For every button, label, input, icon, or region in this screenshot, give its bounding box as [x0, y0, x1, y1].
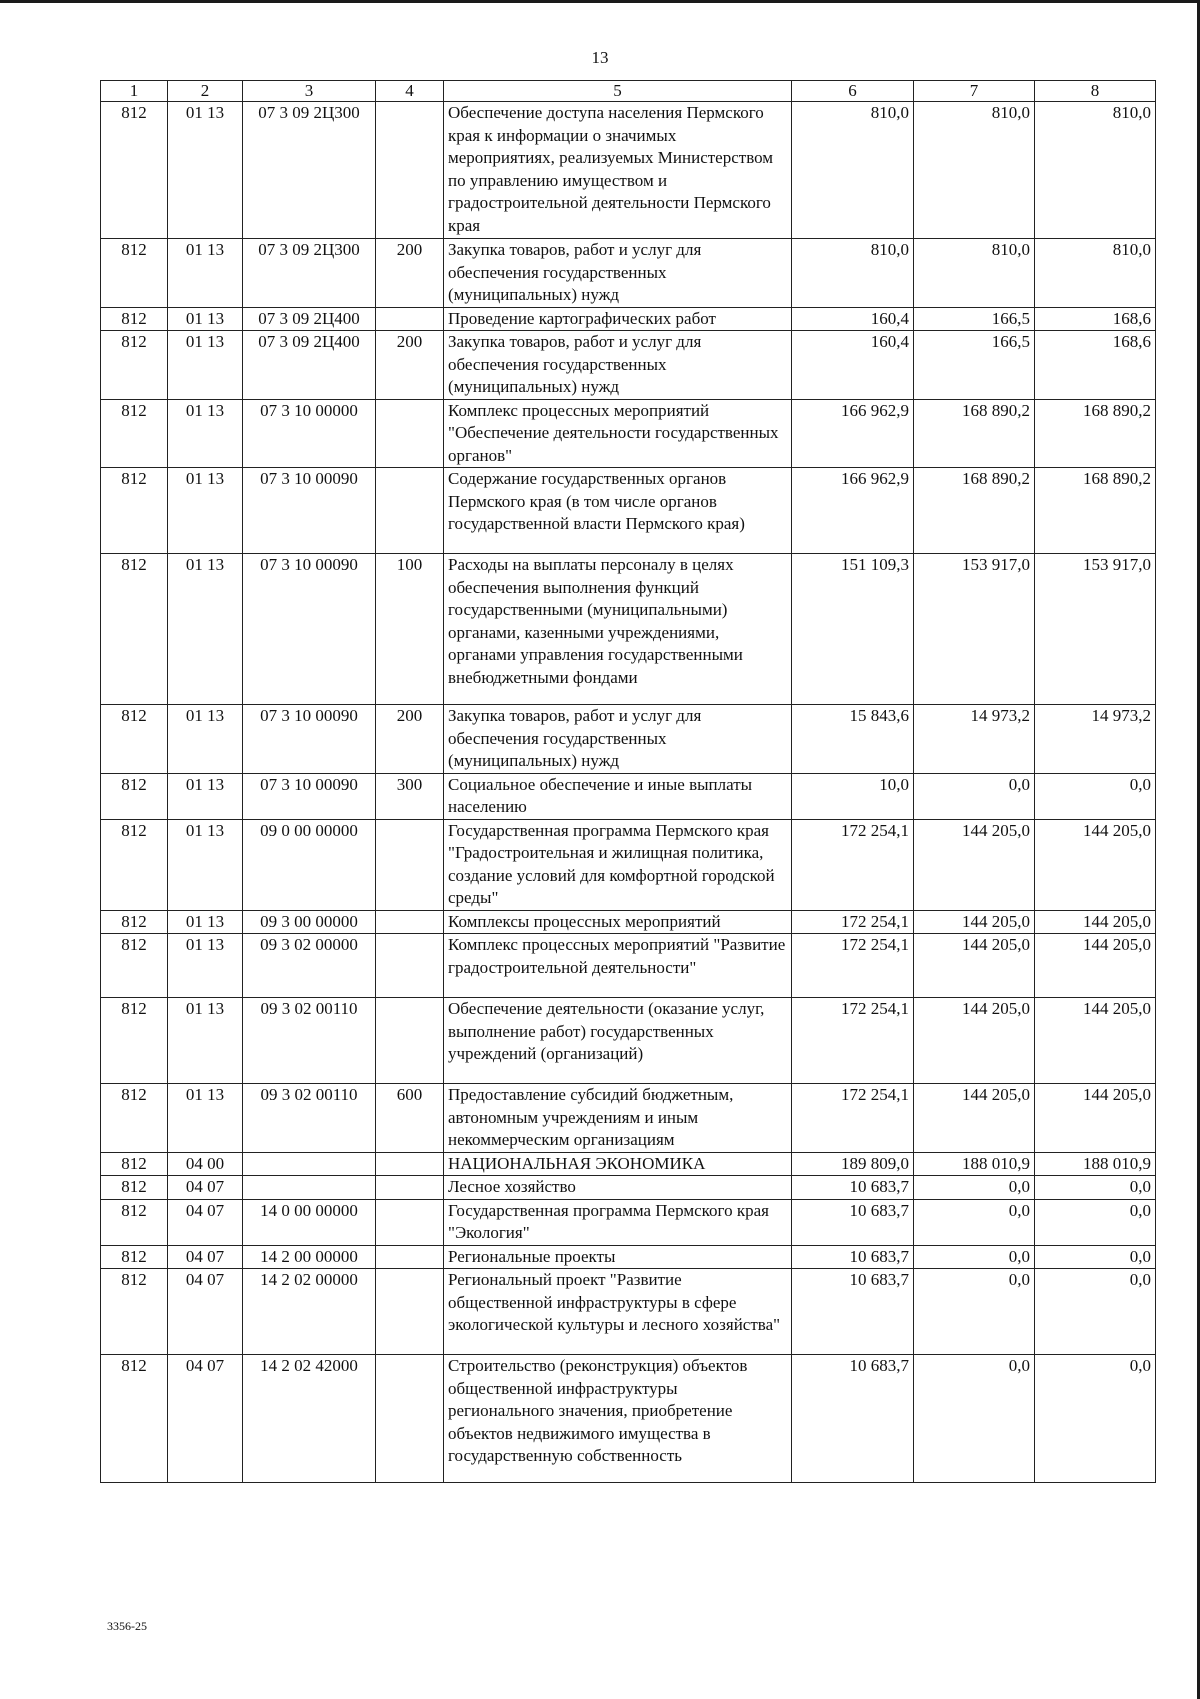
cell-target-article: 09 0 00 00000 — [243, 819, 376, 910]
cell-subsection: 01 13 — [168, 468, 243, 554]
cell-amount-col6: 15 843,6 — [792, 705, 914, 774]
cell-amount-col7: 153 917,0 — [914, 554, 1035, 705]
cell-target-article: 14 2 00 00000 — [243, 1245, 376, 1269]
cell-target-article: 07 3 10 00090 — [243, 468, 376, 554]
cell-amount-col7: 0,0 — [914, 1355, 1035, 1483]
table-row — [101, 1199, 1156, 1245]
table-row — [101, 307, 1156, 331]
cell-target-article: 07 3 09 2Ц300 — [243, 239, 376, 308]
cell-target-article: 14 0 00 00000 — [243, 1199, 376, 1245]
cell-section-code: 812 — [101, 554, 168, 705]
cell-section-code: 812 — [101, 998, 168, 1084]
table-row — [101, 910, 1156, 934]
cell-amount-col7: 188 010,9 — [914, 1152, 1035, 1176]
cell-amount-col6: 810,0 — [792, 239, 914, 308]
cell-amount-col7: 144 205,0 — [914, 1084, 1035, 1153]
cell-amount-col8: 0,0 — [1035, 1269, 1156, 1355]
cell-target-article: 07 3 09 2Ц400 — [243, 331, 376, 400]
cell-expense-type — [376, 1269, 444, 1355]
cell-section-code: 812 — [101, 1152, 168, 1176]
cell-amount-col8: 0,0 — [1035, 1355, 1156, 1483]
cell-amount-col7: 0,0 — [914, 773, 1035, 819]
cell-amount-col6: 10,0 — [792, 773, 914, 819]
cell-amount-col8: 144 205,0 — [1035, 819, 1156, 910]
cell-amount-col8: 168,6 — [1035, 307, 1156, 331]
cell-target-article: 09 3 00 00000 — [243, 910, 376, 934]
cell-expense-type: 600 — [376, 1084, 444, 1153]
cell-section-code: 812 — [101, 399, 168, 468]
header-col-5: 5 — [444, 81, 792, 102]
cell-amount-col7: 144 205,0 — [914, 998, 1035, 1084]
cell-section-code: 812 — [101, 773, 168, 819]
cell-amount-col8: 153 917,0 — [1035, 554, 1156, 705]
cell-expense-type — [376, 1355, 444, 1483]
cell-amount-col6: 10 683,7 — [792, 1199, 914, 1245]
cell-name: Содержание государственных органов Пермского края (в том числе органов государственной власти Пермского края) — [444, 468, 792, 554]
table-body — [101, 102, 1156, 1483]
cell-name: Государственная программа Пермского края "Экология" — [444, 1199, 792, 1245]
cell-section-code: 812 — [101, 910, 168, 934]
cell-amount-col7: 14 973,2 — [914, 705, 1035, 774]
cell-amount-col8: 144 205,0 — [1035, 998, 1156, 1084]
header-col-6: 6 — [792, 81, 914, 102]
cell-name: Комплекс процессных мероприятий "Развитие градостроительной деятельности" — [444, 934, 792, 998]
cell-expense-type: 300 — [376, 773, 444, 819]
cell-name: Проведение картографических работ — [444, 307, 792, 331]
cell-amount-col6: 10 683,7 — [792, 1355, 914, 1483]
cell-amount-col6: 810,0 — [792, 102, 914, 239]
table-row — [101, 934, 1156, 998]
cell-section-code: 812 — [101, 1199, 168, 1245]
cell-subsection: 01 13 — [168, 1084, 243, 1153]
cell-amount-col6: 172 254,1 — [792, 819, 914, 910]
cell-amount-col8: 168 890,2 — [1035, 399, 1156, 468]
cell-name: Закупка товаров, работ и услуг для обеспечения государственных (муниципальных) нужд — [444, 705, 792, 774]
cell-amount-col6: 172 254,1 — [792, 934, 914, 998]
header-row — [101, 81, 1156, 102]
table-row — [101, 705, 1156, 774]
cell-subsection: 04 07 — [168, 1245, 243, 1269]
table-row — [101, 102, 1156, 239]
cell-amount-col8: 14 973,2 — [1035, 705, 1156, 774]
cell-expense-type — [376, 1245, 444, 1269]
cell-amount-col7: 0,0 — [914, 1199, 1035, 1245]
cell-section-code: 812 — [101, 1176, 168, 1200]
cell-name: Лесное хозяйство — [444, 1176, 792, 1200]
cell-amount-col8: 0,0 — [1035, 1245, 1156, 1269]
cell-name: Обеспечение доступа населения Пермского края к информации о значимых мероприятиях, реализуемых Министерством по управлению имуществом и градостроительной деятельности Пермского края — [444, 102, 792, 239]
cell-target-article: 07 3 10 00090 — [243, 773, 376, 819]
cell-expense-type: 200 — [376, 239, 444, 308]
cell-name: Строительство (реконструкция) объектов общественной инфраструктуры регионального значения, приобретение объектов недвижимого имущества в государственную собственность — [444, 1355, 792, 1483]
table-row — [101, 239, 1156, 308]
cell-amount-col8: 0,0 — [1035, 1176, 1156, 1200]
cell-subsection: 01 13 — [168, 998, 243, 1084]
cell-amount-col8: 144 205,0 — [1035, 934, 1156, 998]
cell-expense-type: 200 — [376, 331, 444, 400]
cell-subsection: 01 13 — [168, 554, 243, 705]
cell-subsection: 01 13 — [168, 934, 243, 998]
cell-section-code: 812 — [101, 1355, 168, 1483]
table-row — [101, 399, 1156, 468]
table-row — [101, 998, 1156, 1084]
cell-subsection: 01 13 — [168, 819, 243, 910]
cell-target-article: 07 3 09 2Ц300 — [243, 102, 376, 239]
cell-expense-type — [376, 1199, 444, 1245]
cell-target-article: 07 3 10 00090 — [243, 705, 376, 774]
document-code: 3356-25 — [107, 1619, 147, 1633]
scan-edge-top — [0, 0, 1200, 3]
cell-amount-col8: 0,0 — [1035, 773, 1156, 819]
header-col-2: 2 — [168, 81, 243, 102]
table-row — [101, 1355, 1156, 1483]
cell-section-code: 812 — [101, 1245, 168, 1269]
cell-amount-col6: 10 683,7 — [792, 1269, 914, 1355]
cell-amount-col8: 0,0 — [1035, 1199, 1156, 1245]
cell-amount-col6: 189 809,0 — [792, 1152, 914, 1176]
cell-subsection: 01 13 — [168, 239, 243, 308]
cell-target-article: 14 2 02 42000 — [243, 1355, 376, 1483]
cell-expense-type — [376, 1152, 444, 1176]
cell-section-code: 812 — [101, 1084, 168, 1153]
cell-amount-col6: 172 254,1 — [792, 910, 914, 934]
cell-target-article: 07 3 09 2Ц400 — [243, 307, 376, 331]
cell-name: Комплексы процессных мероприятий — [444, 910, 792, 934]
cell-name: Предоставление субсидий бюджетным, автономным учреждениям и иным некоммерческим организациям — [444, 1084, 792, 1153]
table-row — [101, 1269, 1156, 1355]
cell-amount-col8: 810,0 — [1035, 102, 1156, 239]
cell-target-article — [243, 1176, 376, 1200]
cell-amount-col7: 0,0 — [914, 1245, 1035, 1269]
cell-subsection: 04 07 — [168, 1176, 243, 1200]
cell-section-code: 812 — [101, 468, 168, 554]
cell-amount-col7: 166,5 — [914, 331, 1035, 400]
cell-amount-col8: 168 890,2 — [1035, 468, 1156, 554]
cell-subsection: 01 13 — [168, 399, 243, 468]
cell-target-article: 09 3 02 00110 — [243, 1084, 376, 1153]
cell-name: Региональные проекты — [444, 1245, 792, 1269]
cell-expense-type — [376, 307, 444, 331]
cell-amount-col7: 166,5 — [914, 307, 1035, 331]
cell-amount-col6: 151 109,3 — [792, 554, 914, 705]
cell-subsection: 01 13 — [168, 705, 243, 774]
cell-amount-col6: 160,4 — [792, 307, 914, 331]
header-col-7: 7 — [914, 81, 1035, 102]
cell-subsection: 01 13 — [168, 102, 243, 239]
cell-amount-col7: 144 205,0 — [914, 934, 1035, 998]
cell-amount-col7: 168 890,2 — [914, 399, 1035, 468]
cell-expense-type — [376, 998, 444, 1084]
cell-subsection: 04 07 — [168, 1355, 243, 1483]
cell-amount-col7: 810,0 — [914, 102, 1035, 239]
header-col-1: 1 — [101, 81, 168, 102]
cell-section-code: 812 — [101, 102, 168, 239]
cell-subsection: 04 07 — [168, 1199, 243, 1245]
table-row — [101, 773, 1156, 819]
cell-amount-col8: 168,6 — [1035, 331, 1156, 400]
cell-expense-type: 200 — [376, 705, 444, 774]
cell-section-code: 812 — [101, 1269, 168, 1355]
cell-amount-col6: 160,4 — [792, 331, 914, 400]
header-col-3: 3 — [243, 81, 376, 102]
cell-amount-col7: 144 205,0 — [914, 910, 1035, 934]
cell-section-code: 812 — [101, 239, 168, 308]
table-row — [101, 331, 1156, 400]
cell-subsection: 01 13 — [168, 773, 243, 819]
cell-target-article: 09 3 02 00110 — [243, 998, 376, 1084]
cell-amount-col6: 172 254,1 — [792, 998, 914, 1084]
cell-amount-col6: 10 683,7 — [792, 1176, 914, 1200]
cell-subsection: 01 13 — [168, 307, 243, 331]
cell-amount-col6: 10 683,7 — [792, 1245, 914, 1269]
cell-expense-type: 100 — [376, 554, 444, 705]
cell-subsection: 01 13 — [168, 331, 243, 400]
cell-amount-col7: 0,0 — [914, 1269, 1035, 1355]
cell-expense-type — [376, 399, 444, 468]
cell-target-article: 07 3 10 00090 — [243, 554, 376, 705]
header-col-8: 8 — [1035, 81, 1156, 102]
table-row — [101, 554, 1156, 705]
cell-section-code: 812 — [101, 819, 168, 910]
budget-table — [100, 80, 1156, 1483]
cell-name: НАЦИОНАЛЬНАЯ ЭКОНОМИКА — [444, 1152, 792, 1176]
table-row — [101, 819, 1156, 910]
cell-expense-type — [376, 102, 444, 239]
cell-name: Обеспечение деятельности (оказание услуг, выполнение работ) государственных учреждений (организаций) — [444, 998, 792, 1084]
cell-section-code: 812 — [101, 331, 168, 400]
cell-expense-type — [376, 934, 444, 998]
cell-subsection: 01 13 — [168, 910, 243, 934]
cell-amount-col7: 810,0 — [914, 239, 1035, 308]
cell-name: Закупка товаров, работ и услуг для обеспечения государственных (муниципальных) нужд — [444, 331, 792, 400]
cell-amount-col7: 144 205,0 — [914, 819, 1035, 910]
table-row — [101, 1084, 1156, 1153]
cell-expense-type — [376, 468, 444, 554]
cell-amount-col6: 166 962,9 — [792, 399, 914, 468]
table-row — [101, 1245, 1156, 1269]
table-row — [101, 468, 1156, 554]
cell-name: Расходы на выплаты персоналу в целях обеспечения выполнения функций государственными (муниципальными) органами, казенными учреждениями, органами управления государственными внебюджетными фондами — [444, 554, 792, 705]
cell-expense-type — [376, 819, 444, 910]
cell-target-article: 07 3 10 00000 — [243, 399, 376, 468]
cell-subsection: 04 07 — [168, 1269, 243, 1355]
cell-amount-col7: 0,0 — [914, 1176, 1035, 1200]
table-row — [101, 1152, 1156, 1176]
cell-amount-col6: 166 962,9 — [792, 468, 914, 554]
cell-amount-col8: 188 010,9 — [1035, 1152, 1156, 1176]
cell-section-code: 812 — [101, 307, 168, 331]
cell-section-code: 812 — [101, 705, 168, 774]
cell-name: Социальное обеспечение и иные выплаты населению — [444, 773, 792, 819]
cell-name: Закупка товаров, работ и услуг для обеспечения государственных (муниципальных) нужд — [444, 239, 792, 308]
cell-target-article: 09 3 02 00000 — [243, 934, 376, 998]
table-header — [101, 81, 1156, 102]
cell-amount-col8: 810,0 — [1035, 239, 1156, 308]
cell-name: Региональный проект "Развитие общественной инфраструктуры в сфере экологической культуры и лесного хозяйства" — [444, 1269, 792, 1355]
cell-amount-col8: 144 205,0 — [1035, 910, 1156, 934]
cell-amount-col6: 172 254,1 — [792, 1084, 914, 1153]
header-col-4: 4 — [376, 81, 444, 102]
cell-target-article — [243, 1152, 376, 1176]
cell-name: Комплекс процессных мероприятий "Обеспечение деятельности государственных органов" — [444, 399, 792, 468]
cell-amount-col7: 168 890,2 — [914, 468, 1035, 554]
cell-target-article: 14 2 02 00000 — [243, 1269, 376, 1355]
cell-expense-type — [376, 1176, 444, 1200]
cell-subsection: 04 00 — [168, 1152, 243, 1176]
cell-section-code: 812 — [101, 934, 168, 998]
table-row — [101, 1176, 1156, 1200]
cell-name: Государственная программа Пермского края "Градостроительная и жилищная политика, создание условий для комфортной городской среды" — [444, 819, 792, 910]
cell-amount-col8: 144 205,0 — [1035, 1084, 1156, 1153]
page-number: 13 — [591, 48, 609, 67]
cell-expense-type — [376, 910, 444, 934]
